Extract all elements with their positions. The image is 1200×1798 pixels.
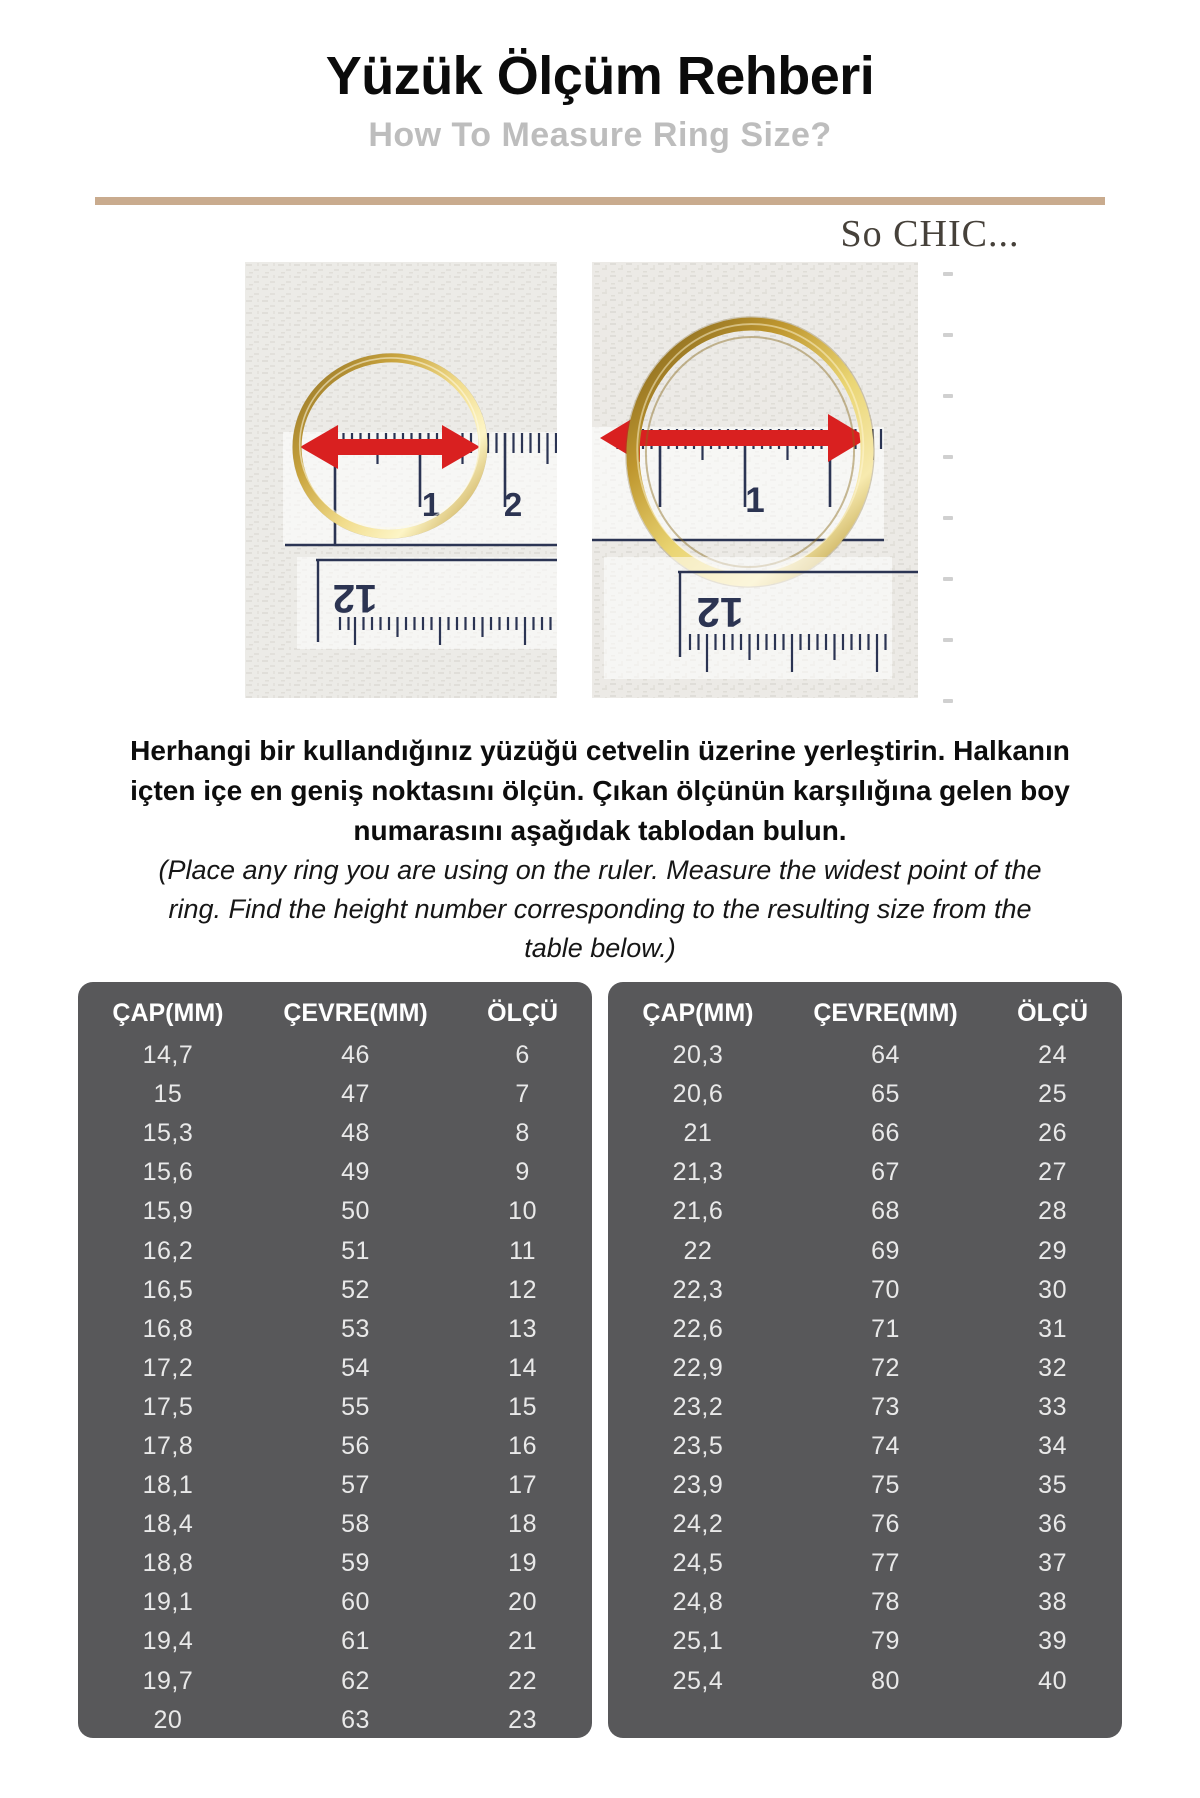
table-row xyxy=(78,1583,592,1622)
table-cell: 22 xyxy=(683,1236,713,1265)
table-row xyxy=(608,1388,1122,1427)
table-cell: 61 xyxy=(341,1627,370,1656)
ruler-number-2: 2 xyxy=(503,486,523,523)
table-cell: 73 xyxy=(871,1392,900,1421)
table-cell: 21 xyxy=(683,1119,713,1148)
table-cell: 24,8 xyxy=(672,1588,724,1617)
table-row xyxy=(78,1427,592,1466)
table-cell: 14 xyxy=(508,1353,537,1382)
table-cell: 15,3 xyxy=(142,1119,194,1148)
table-cell: 69 xyxy=(871,1236,900,1265)
table-cell: 13 xyxy=(508,1314,537,1343)
table-cell: 17,8 xyxy=(142,1431,194,1460)
table-cell: 54 xyxy=(341,1353,370,1382)
table-cell: 71 xyxy=(871,1314,900,1343)
instructions-turkish-line: içten içe en geniş noktasını ölçün. Çıkan ölçünün karşılığına gelen boy xyxy=(130,775,1070,806)
instructions-turkish-line: numarasını aşağıdak tablodan bulun. xyxy=(353,815,847,846)
table-cell: 59 xyxy=(341,1549,370,1578)
table-cell: 12 xyxy=(508,1275,537,1304)
table-cell: 16,2 xyxy=(142,1236,194,1265)
table-row xyxy=(78,1114,592,1153)
table-cell: 58 xyxy=(341,1510,370,1539)
table-cell: 18,4 xyxy=(142,1510,194,1539)
table-cell: 33 xyxy=(1038,1392,1067,1421)
instructions-english-line: table below.) xyxy=(524,933,676,963)
table-cell: 77 xyxy=(871,1549,900,1578)
table-cell: 31 xyxy=(1038,1314,1067,1343)
table-cell: 19,7 xyxy=(142,1666,194,1695)
table-cell: 60 xyxy=(341,1588,370,1617)
dash-mark xyxy=(943,272,953,276)
table-row xyxy=(608,1583,1122,1622)
table-cell: 78 xyxy=(871,1588,900,1617)
table-cell: 34 xyxy=(1038,1431,1067,1460)
table-row xyxy=(608,1622,1122,1661)
table-cell: 49 xyxy=(341,1158,370,1187)
table-cell: 10 xyxy=(508,1197,537,1226)
instructions-english-line: ring. Find the height number corresponding to the resulting size from the xyxy=(168,894,1032,924)
column-header-size: ÖLÇÜ xyxy=(1017,998,1088,1027)
table-cell: 32 xyxy=(1038,1353,1067,1382)
table-cell: 66 xyxy=(871,1119,900,1148)
table-row xyxy=(78,1544,592,1583)
instructions-turkish-line: Herhangi bir kullandığınız yüzüğü cetvelin üzerine yerleştirin. Halkanın xyxy=(130,735,1070,766)
page-title: Yüzük Ölçüm Rehberi xyxy=(325,46,875,106)
table-cell: 36 xyxy=(1038,1510,1067,1539)
ruler-number-1: 1 xyxy=(745,481,765,520)
table-cell: 21,6 xyxy=(672,1197,724,1226)
table-cell: 22,6 xyxy=(672,1314,724,1343)
table-row xyxy=(608,1310,1122,1349)
table-cell: 16,8 xyxy=(142,1314,194,1343)
table-row xyxy=(608,1349,1122,1388)
table-cell: 19,1 xyxy=(142,1588,194,1617)
table-cell: 19,4 xyxy=(142,1627,194,1656)
size-table-header xyxy=(608,990,1122,1036)
table-cell: 25,1 xyxy=(672,1627,724,1656)
table-cell: 80 xyxy=(871,1666,900,1695)
dash-mark xyxy=(943,638,953,642)
table-cell: 47 xyxy=(341,1080,370,1109)
size-table-small xyxy=(78,982,592,1738)
table-cell: 70 xyxy=(871,1275,900,1304)
column-header-size: ÖLÇÜ xyxy=(487,998,558,1027)
ruler-number-12: 12 xyxy=(696,589,744,636)
table-cell: 76 xyxy=(871,1510,900,1539)
table-row xyxy=(608,1231,1122,1270)
table-cell: 11 xyxy=(509,1236,537,1265)
table-cell: 18,1 xyxy=(142,1471,194,1500)
table-cell: 40 xyxy=(1038,1666,1067,1695)
table-row xyxy=(78,1231,592,1270)
dash-mark xyxy=(943,455,953,459)
table-row xyxy=(78,1622,592,1661)
ring-photo-large-svg xyxy=(592,262,918,698)
size-table-body xyxy=(78,1036,592,1738)
table-cell: 48 xyxy=(341,1119,370,1148)
column-header-diameter: ÇAP(MM) xyxy=(112,998,224,1027)
table-cell: 65 xyxy=(871,1080,900,1109)
table-cell: 52 xyxy=(341,1275,370,1304)
dash-mark xyxy=(943,516,953,520)
table-row xyxy=(608,1114,1122,1153)
table-row xyxy=(608,1544,1122,1583)
table-cell: 17,5 xyxy=(142,1392,194,1421)
table-cell: 57 xyxy=(341,1471,370,1500)
table-row xyxy=(78,1349,592,1388)
size-table-header xyxy=(78,990,592,1036)
table-row xyxy=(608,1271,1122,1310)
table-cell: 63 xyxy=(341,1705,370,1734)
table-row xyxy=(608,1036,1122,1075)
table-cell: 7 xyxy=(515,1080,530,1109)
table-cell: 24,2 xyxy=(672,1510,724,1539)
table-cell: 23 xyxy=(508,1705,537,1734)
table-cell: 75 xyxy=(871,1471,900,1500)
table-cell: 18 xyxy=(508,1510,537,1539)
table-cell: 37 xyxy=(1038,1549,1067,1578)
table-cell: 22,3 xyxy=(672,1275,724,1304)
table-cell: 22 xyxy=(508,1666,537,1695)
table-row xyxy=(608,1662,1122,1701)
table-cell: 68 xyxy=(871,1197,900,1226)
table-cell: 15 xyxy=(508,1392,537,1421)
instructions-english-line: (Place any ring you are using on the ruler. Measure the widest point of the xyxy=(158,855,1042,885)
table-cell: 28 xyxy=(1038,1197,1067,1226)
table-cell: 72 xyxy=(871,1353,900,1382)
dash-mark xyxy=(943,699,953,703)
table-cell: 8 xyxy=(515,1119,530,1148)
table-row xyxy=(78,1662,592,1701)
table-cell: 46 xyxy=(341,1041,370,1070)
table-row xyxy=(78,1036,592,1075)
table-row xyxy=(608,1075,1122,1114)
table-cell: 15 xyxy=(153,1080,183,1109)
instructions-turkish xyxy=(40,731,1160,851)
ruler-number-1: 1 xyxy=(421,486,441,523)
table-row xyxy=(608,1505,1122,1544)
table-row xyxy=(78,1271,592,1310)
divider-line xyxy=(95,197,1105,205)
table-cell: 15,9 xyxy=(142,1197,194,1226)
table-cell: 64 xyxy=(871,1041,900,1070)
table-cell: 25 xyxy=(1038,1080,1067,1109)
ring-photo-small-svg xyxy=(245,262,557,698)
table-cell: 27 xyxy=(1038,1158,1067,1187)
table-row xyxy=(78,1466,592,1505)
table-cell: 35 xyxy=(1038,1471,1067,1500)
table-cell: 17,2 xyxy=(142,1353,194,1382)
instructions-english xyxy=(40,851,1160,968)
table-cell: 17 xyxy=(508,1471,537,1500)
table-cell: 14,7 xyxy=(142,1041,194,1070)
table-cell: 15,6 xyxy=(142,1158,194,1187)
table-cell: 19 xyxy=(508,1549,537,1578)
table-row xyxy=(78,1388,592,1427)
table-row xyxy=(608,1153,1122,1192)
dotted-column xyxy=(943,272,953,703)
table-cell: 23,2 xyxy=(672,1392,724,1421)
table-row xyxy=(78,1701,592,1738)
table-cell: 25,4 xyxy=(672,1666,724,1695)
table-cell: 74 xyxy=(871,1431,900,1460)
table-row xyxy=(608,1466,1122,1505)
table-cell: 20,6 xyxy=(672,1080,724,1109)
table-cell: 22,9 xyxy=(672,1353,724,1382)
table-cell: 21,3 xyxy=(672,1158,724,1187)
ruler-number-12: 12 xyxy=(332,576,378,620)
ruler-strip-lower xyxy=(604,557,892,679)
table-row xyxy=(78,1075,592,1114)
brand-logo: So CHIC... xyxy=(840,213,1020,255)
table-cell: 29 xyxy=(1038,1236,1067,1265)
dash-mark xyxy=(943,577,953,581)
size-table-large xyxy=(608,982,1122,1738)
column-header-diameter: ÇAP(MM) xyxy=(642,998,754,1027)
table-cell: 24 xyxy=(1038,1041,1067,1070)
table-cell: 20,3 xyxy=(672,1041,724,1070)
table-cell: 20 xyxy=(153,1705,183,1734)
column-header-circumference: ÇEVRE(MM) xyxy=(283,998,428,1027)
table-cell: 39 xyxy=(1038,1627,1067,1656)
table-cell: 16 xyxy=(508,1431,537,1460)
table-cell: 56 xyxy=(341,1431,370,1460)
ring-photo-small xyxy=(245,262,557,698)
dash-mark xyxy=(943,333,953,337)
table-cell: 53 xyxy=(341,1314,370,1343)
size-table-body xyxy=(608,1036,1122,1701)
ring-photo-large xyxy=(592,262,918,698)
column-header-circumference: ÇEVRE(MM) xyxy=(813,998,958,1027)
table-row xyxy=(78,1153,592,1192)
table-cell: 23,5 xyxy=(672,1431,724,1460)
table-cell: 51 xyxy=(341,1236,370,1265)
table-cell: 20 xyxy=(508,1588,537,1617)
table-cell: 26 xyxy=(1038,1119,1067,1148)
table-cell: 55 xyxy=(341,1392,370,1421)
dash-mark xyxy=(943,394,953,398)
table-cell: 62 xyxy=(341,1666,370,1695)
table-row xyxy=(78,1310,592,1349)
page-subtitle: How To Measure Ring Size? xyxy=(368,116,832,154)
table-cell: 6 xyxy=(515,1041,530,1070)
table-row xyxy=(608,1192,1122,1231)
table-cell: 67 xyxy=(871,1158,900,1187)
table-cell: 30 xyxy=(1038,1275,1067,1304)
table-cell: 23,9 xyxy=(672,1471,724,1500)
table-cell: 9 xyxy=(515,1158,530,1187)
table-cell: 38 xyxy=(1038,1588,1067,1617)
table-cell: 18,8 xyxy=(142,1549,194,1578)
table-row xyxy=(78,1192,592,1231)
table-cell: 16,5 xyxy=(142,1275,194,1304)
table-cell: 21 xyxy=(508,1627,537,1656)
table-cell: 79 xyxy=(871,1627,900,1656)
table-cell: 24,5 xyxy=(672,1549,724,1578)
table-cell: 50 xyxy=(341,1197,370,1226)
table-row xyxy=(78,1505,592,1544)
table-row xyxy=(608,1427,1122,1466)
